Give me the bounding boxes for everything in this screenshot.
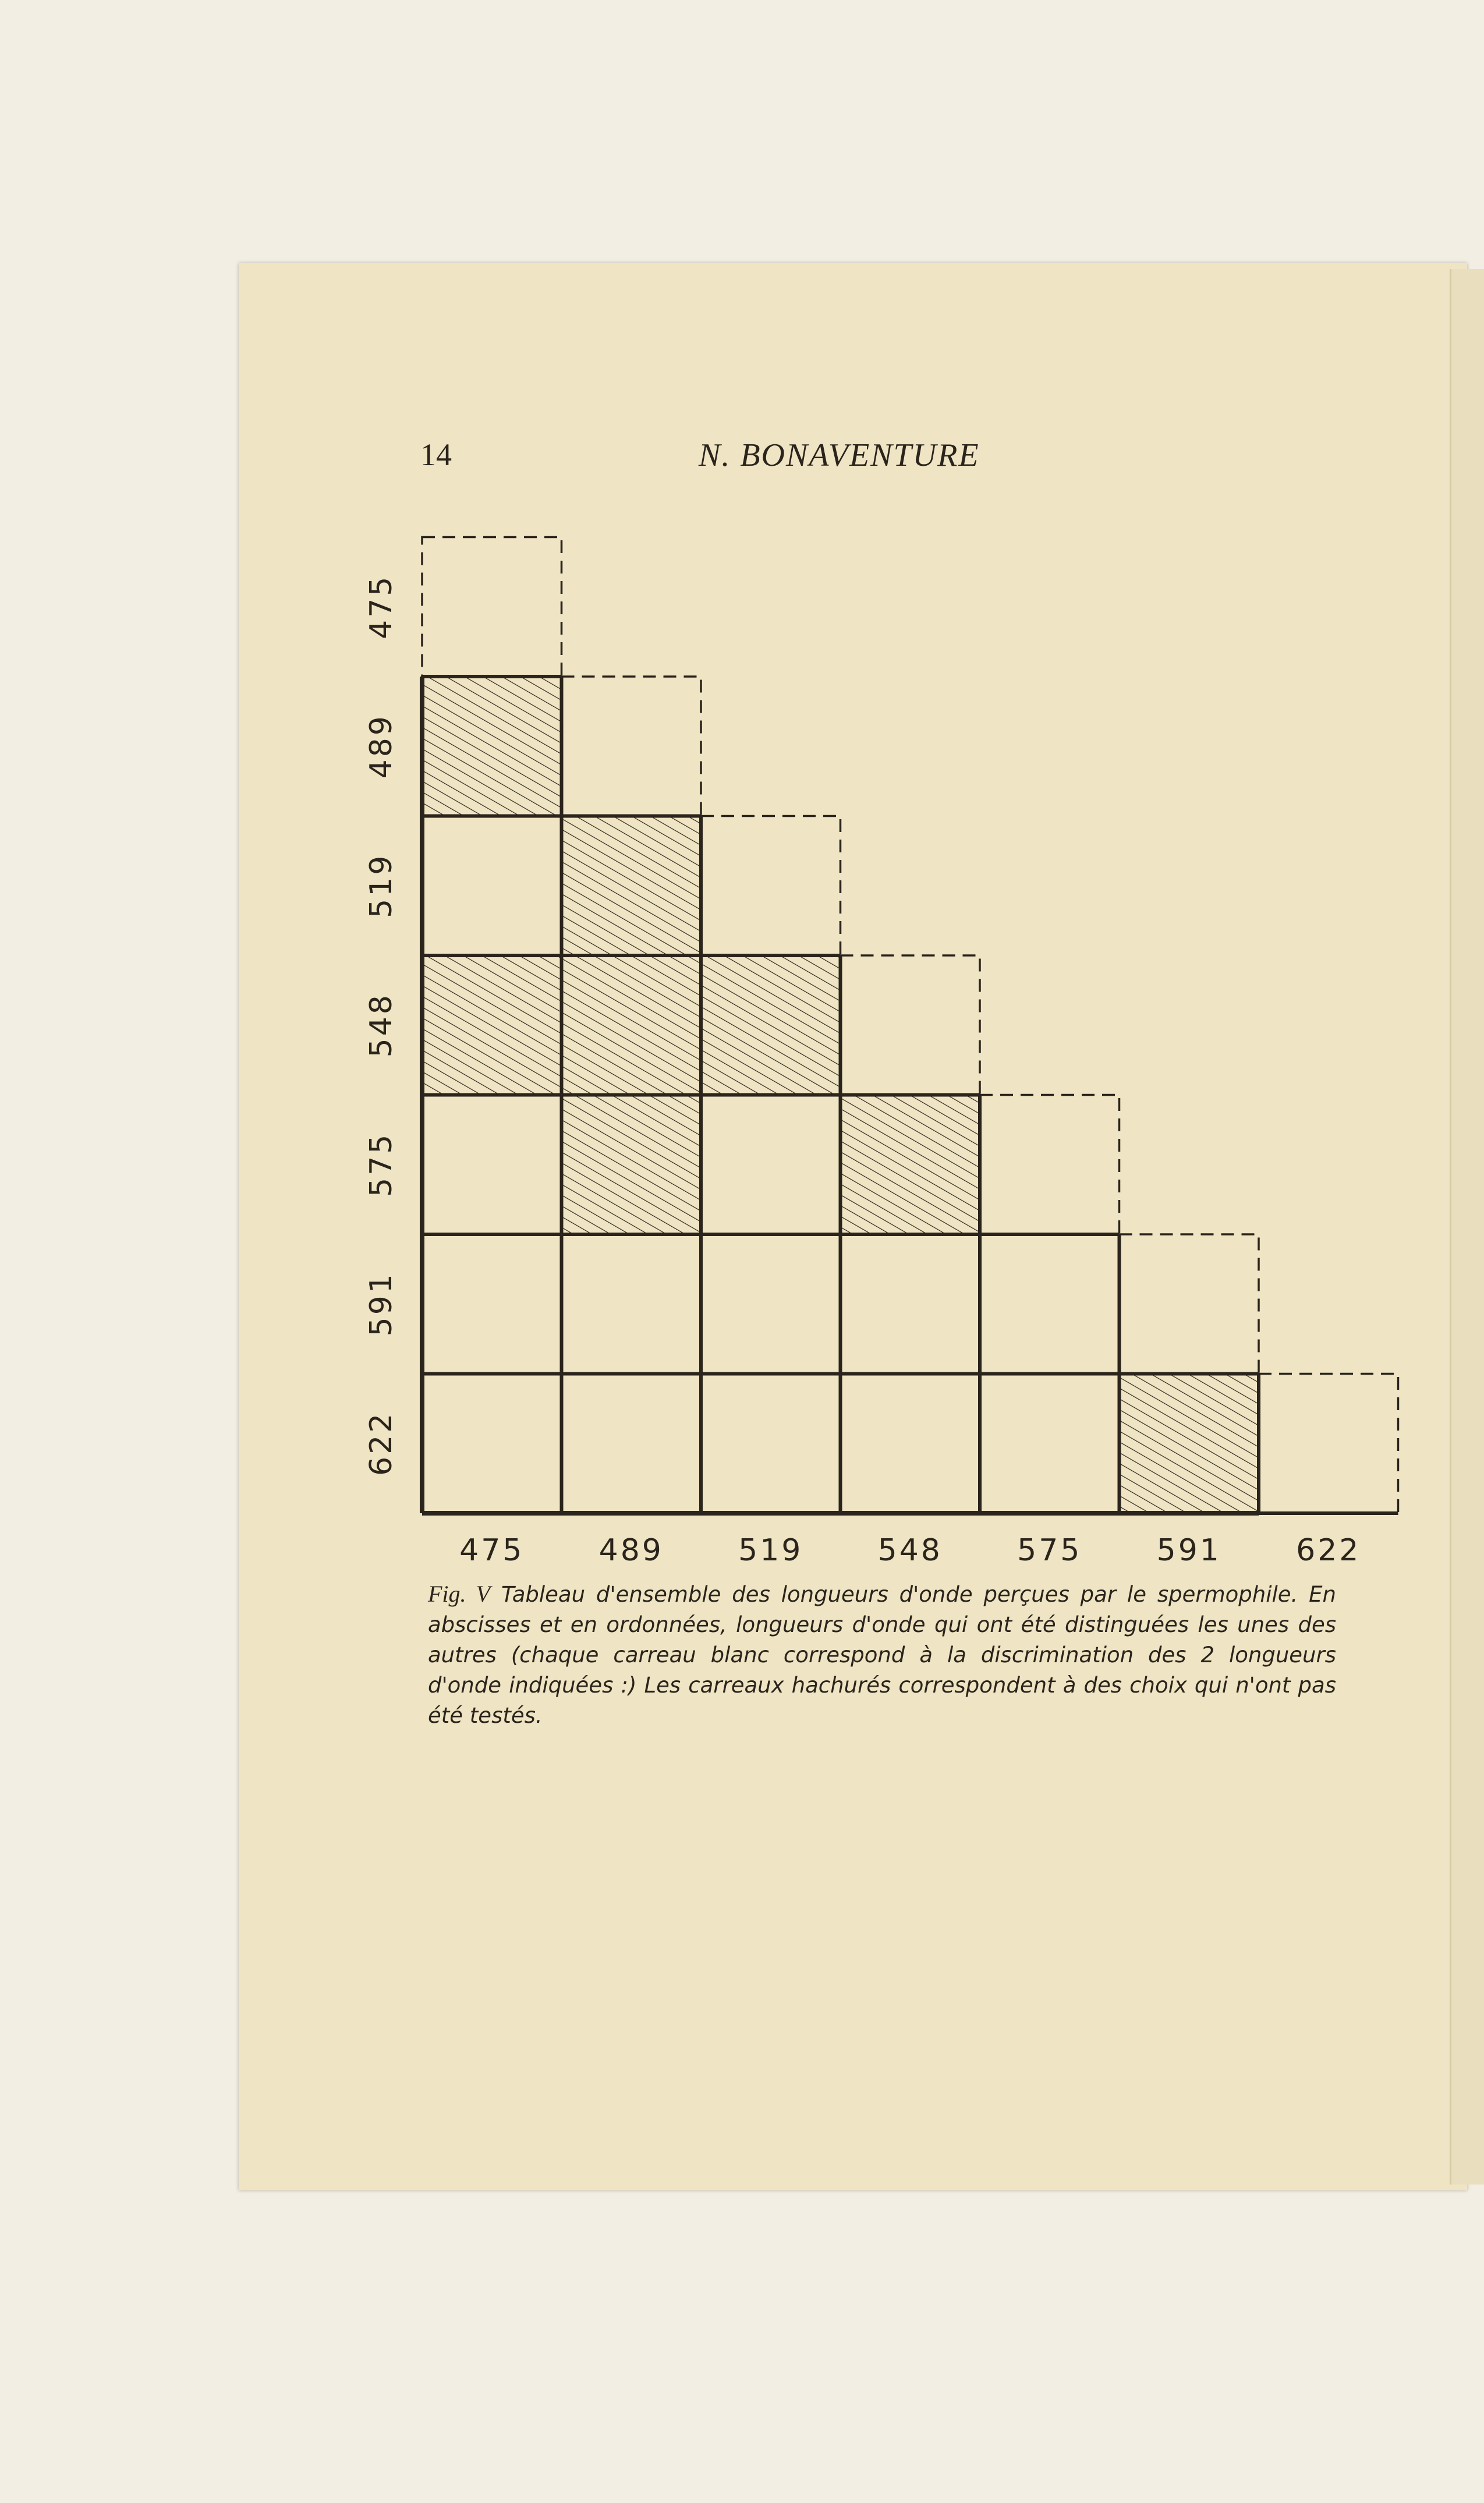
matrix-cell-white bbox=[980, 1234, 1120, 1374]
figure-caption bbox=[428, 1579, 1336, 1731]
matrix-cell-hatched bbox=[562, 816, 702, 956]
matrix-cell-white bbox=[422, 1374, 562, 1514]
running-head: N. BONAVENTURE bbox=[699, 437, 980, 473]
diagonal-dashed-cell bbox=[841, 955, 980, 1095]
y-axis-labels bbox=[364, 575, 399, 1476]
matrix-cell-hatched bbox=[841, 1095, 980, 1235]
matrix-cell-hatched bbox=[422, 955, 562, 1095]
matrix-cell-white bbox=[841, 1374, 980, 1514]
matrix-cell-hatched bbox=[701, 955, 841, 1095]
page-number: 14 bbox=[420, 437, 452, 472]
y-axis-label: 475 bbox=[364, 574, 399, 639]
x-axis-label: 622 bbox=[1296, 1533, 1361, 1568]
x-axis-label: 475 bbox=[459, 1533, 525, 1568]
figure-label: Fig. V bbox=[428, 1581, 491, 1607]
diagonal-dashed-cell bbox=[701, 816, 841, 956]
diagonal-dashed-cell bbox=[1259, 1374, 1398, 1514]
x-axis-label: 489 bbox=[598, 1533, 664, 1568]
matrix-cell-hatched bbox=[562, 955, 702, 1095]
matrix-cell-hatched bbox=[422, 677, 562, 816]
matrix-cell-white bbox=[562, 1234, 702, 1374]
diagonal-dashed-cell bbox=[422, 537, 562, 677]
matrix-cell-white bbox=[980, 1374, 1120, 1514]
x-axis-labels bbox=[459, 1533, 1361, 1568]
y-axis-label: 548 bbox=[364, 993, 399, 1058]
y-axis-label: 519 bbox=[364, 853, 399, 918]
y-axis-label: 591 bbox=[364, 1272, 399, 1337]
x-axis-label: 548 bbox=[877, 1533, 943, 1568]
matrix-cell-white bbox=[701, 1095, 841, 1235]
x-axis-label: 575 bbox=[1017, 1533, 1082, 1568]
y-axis-label: 489 bbox=[364, 714, 399, 779]
matrix-cell-white bbox=[701, 1234, 841, 1374]
x-axis-label: 591 bbox=[1156, 1533, 1221, 1568]
matrix-cell-white bbox=[422, 1095, 562, 1235]
matrix-cell-white bbox=[422, 816, 562, 956]
y-axis-label: 575 bbox=[364, 1132, 399, 1197]
matrix-cell-white bbox=[841, 1234, 980, 1374]
matrix-cell-white bbox=[562, 1374, 702, 1514]
diagonal-dashed-cell bbox=[980, 1095, 1120, 1235]
y-axis-label: 622 bbox=[364, 1411, 399, 1476]
matrix-cell-hatched bbox=[562, 1095, 702, 1235]
matrix-cell-white bbox=[701, 1374, 841, 1514]
x-axis-label: 519 bbox=[738, 1533, 803, 1568]
diagonal-dashed-cell bbox=[1120, 1234, 1259, 1374]
caption-text: Tableau d'ensemble des longueurs d'onde perçues par le spermophile. En abscisses et en ordonnées, longueurs d'onde qui ont été distinguées les unes des autres (chaque carreau blanc correspond à la discrimination des 2 longueurs d'onde indiquées :) Les carreaux hachurés correspondent à des choix qui n'ont pas été testés. bbox=[428, 1582, 1336, 1728]
matrix-cell-white bbox=[422, 1234, 562, 1374]
matrix-cell-hatched bbox=[1120, 1374, 1259, 1514]
diagonal-dashed-cell bbox=[562, 677, 702, 816]
